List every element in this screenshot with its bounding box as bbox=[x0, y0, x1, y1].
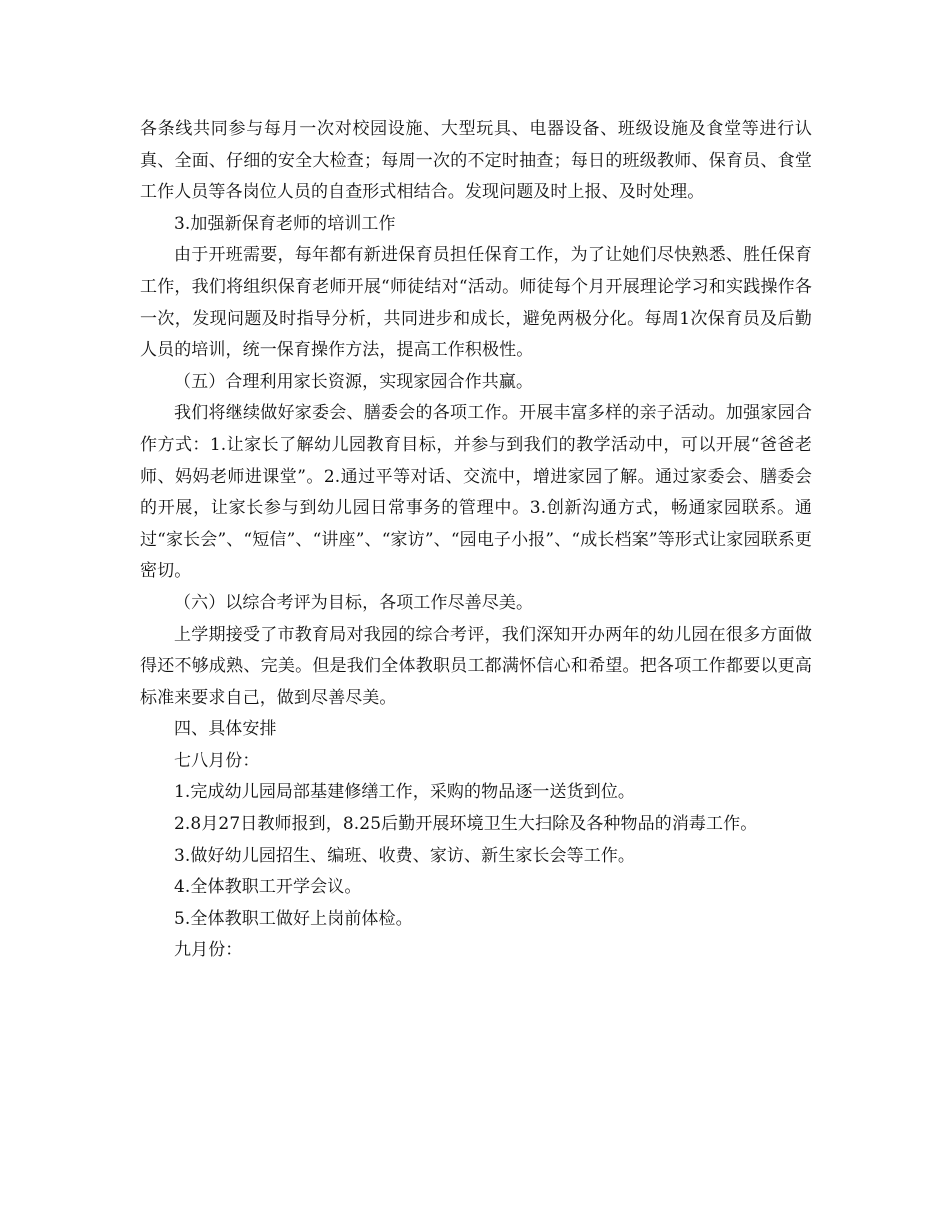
heading-july-august: 七八月份： bbox=[174, 750, 260, 771]
heading-training: 3.加强新保育老师的培训工作 bbox=[174, 213, 396, 234]
list-item: 5.全体教职工做好上岗前体检。 bbox=[174, 908, 413, 929]
heading-specific-arrangements: 四、具体安排 bbox=[174, 719, 277, 740]
list-item: 1.完成幼儿园局部基建修缮工作，采购的物品逐一送货到位。 bbox=[174, 782, 636, 803]
heading-parent-resources: （五）合理利用家长资源，实现家园合作共赢。 bbox=[174, 371, 534, 392]
list-item: 3.做好幼儿园招生、编班、收费、家访、新生家长会等工作。 bbox=[174, 845, 636, 866]
heading-evaluation: （六）以综合考评为目标，各项工作尽善尽美。 bbox=[174, 592, 534, 613]
paragraph-safety-inspection: 各条线共同参与每月一次对校园设施、大型玩具、电器设备、班级设施及食堂等进行认真、全面、仔细的安全大检查；每周一次的不定时抽查；每日的班级教师、保育员、食堂工作人员等各岗位人员的自查形式相结合。发现问题及时上报、及时处理。 bbox=[140, 119, 812, 203]
paragraph-training: 由于开班需要，每年都有新进保育员担任保育工作，为了让她们尽快熟悉、胜任保育工作，我们将组织保育老师开展“师徒结对“活动。师徒每个月开展理论学习和实践操作各一次，发现问题及时指导分析，共同进步和成长，避免两极分化。每周1次保育员及后勤人员的培训，统一保育操作方法，提高工作积极性。 bbox=[140, 245, 812, 361]
list-item: 2.8月27日教师报到，8.25后勤开展环境卫生大扫除及各种物品的消毒工作。 bbox=[174, 814, 758, 835]
list-item: 4.全体教职工开学会议。 bbox=[174, 877, 362, 898]
paragraph-evaluation: 上学期接受了市教育局对我园的综合考评，我们深知开办两年的幼儿园在很多方面做得还不够成熟、完美。但是我们全体教职员工都满怀信心和希望。把各项工作都要以更高标准来要求自己，做到尽善尽美。 bbox=[140, 624, 812, 708]
document-body bbox=[140, 114, 812, 967]
paragraph-parent-resources: 我们将继续做好家委会、膳委会的各项工作。开展丰富多样的亲子活动。加强家园合作方式：1.让家长了解幼儿园教育目标，并参与到我们的教学活动中，可以开展“爸爸老师、妈妈老师进课堂”。2.通过平等对话、交流中，增进家园了解。通过家委会、膳委会的开展，让家长参与到幼儿园日常事务的管理中。3.创新沟通方式，畅通家园联系。通过“家长会”、“短信”、“讲座”、“家访”、“园电子小报”、“成长档案”等形式让家园联系更密切。 bbox=[140, 403, 812, 582]
heading-september: 九月份： bbox=[174, 940, 243, 961]
